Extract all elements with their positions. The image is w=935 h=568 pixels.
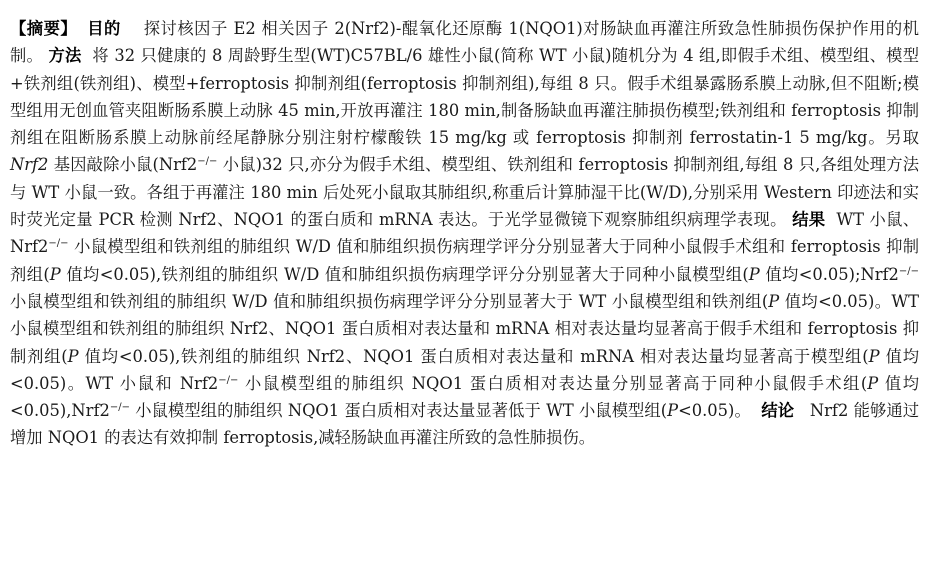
- methods-gene-symbol: Nrf2: [10, 155, 49, 175]
- methods-label: 方法: [48, 46, 82, 66]
- results-text-10: 值均<0.05),Nrf2: [10, 373, 919, 421]
- results-text-5: 小鼠模型组和铁剂组的肺组织 W/D 值和肺组织损伤病理学评分分别显著大于 WT 小鼠模型组和铁剂组(: [10, 291, 769, 311]
- results-knockout-sup-1: −/−: [48, 238, 69, 250]
- results-knockout-sup-4: −/−: [109, 402, 130, 414]
- results-p-value-2: P: [748, 264, 760, 284]
- results-text-7: 值均<0.05),铁剂组的肺组织 Nrf2、NQO1 蛋白质相对表达量和 mRNA 相对表达量均显著高于模型组(: [78, 346, 869, 366]
- conclusion-text: Nrf2 能够通过增加 NQO1 的表达有效抑制 ferroptosis,减轻肠缺血再灌注所致的急性肺损伤。: [10, 401, 919, 448]
- methods-text-2: 基因敲除小鼠(Nrf2: [48, 155, 198, 175]
- results-text-4: 值均<0.05);Nrf2: [759, 264, 899, 284]
- methods-knockout-sup: −/−: [197, 156, 218, 168]
- results-text-3: 值均<0.05),铁剂组的肺组织 W/D 值和肺组织损伤病理学评分分别显著大于同种小鼠模型组(: [60, 264, 749, 284]
- results-knockout-sup-2: −/−: [898, 265, 920, 277]
- results-text-6: 值均<0.05)。WT 小鼠模型组和铁剂组的肺组织 Nrf2、NQO1 蛋白质相对表达量和 mRNA 相对表达量均显著高于假手术组和 ferroptosis 抑制剂组(: [10, 291, 919, 366]
- conclusion-label: 结论: [761, 401, 795, 421]
- results-p-value-4: P: [67, 346, 79, 366]
- results-p-value-5: P: [868, 346, 880, 366]
- results-knockout-sup-3: −/−: [218, 374, 239, 386]
- results-p-value-1: P: [49, 264, 61, 284]
- results-text-12: <0.05)。: [678, 401, 751, 421]
- results-text-8: 值均<0.05)。WT 小鼠和 Nrf2: [10, 346, 919, 393]
- results-text-11: 小鼠模型组的肺组织 NQO1 蛋白质相对表达量显著低于 WT 小鼠模型组(: [129, 401, 668, 421]
- results-text-9: 小鼠模型组的肺组织 NQO1 蛋白质相对表达量分别显著高于同种小鼠假手术组(: [238, 373, 868, 393]
- results-p-value-3: P: [768, 291, 780, 311]
- results-text-2: 小鼠模型组和铁剂组的肺组织 W/D 值和肺组织损伤病理学评分分别显著大于同种小鼠假手术组和 ferroptosis 抑制剂组(: [10, 237, 919, 284]
- results-p-value-6: P: [867, 373, 879, 393]
- results-p-value-7: P: [667, 401, 679, 421]
- objective-text: 探讨核因子 E2 相关因子 2(Nrf2)-醌氧化还原酶 1(NQO1)对肠缺血再灌注所致急性肺损伤保护作用的机制。: [10, 19, 919, 66]
- abstract-paragraph: [10, 15, 919, 452]
- methods-text-3: 小鼠)32 只,亦分为假手术组、模型组、铁剂组和 ferroptosis 抑制剂组,每组 8 只,各组处理方法与 WT 小鼠一致。各组于再灌注 180 min 后处死小鼠取其肺组织,称重后计算肺湿干比(W/D),分别采用 Western 印迹法和实时荧光定量 PCR 检测 Nrf2、NQO1 的蛋白质和 mRNA 表达。于光学显微镜下观察肺组织病理学表现。: [10, 155, 919, 230]
- results-label: 结果: [792, 210, 826, 230]
- abstract-heading: 【摘要】: [10, 19, 78, 38]
- methods-text-1: 将 32 只健康的 8 周龄野生型(WT)C57BL/6 雄性小鼠(简称 WT 小鼠)随机分为 4 组,即假手术组、模型组、模型+铁剂组(铁剂组)、模型+ferroptosis 抑制剂组(ferroptosis 抑制剂组),每组 8 只。假手术组暴露肠系膜上动脉,但不阻断;模型组用无创血管夹阻断肠系膜上动脉 45 min,开放再灌注 180 min,制备肠缺血再灌注肺损伤模型;铁剂组和 ferroptosis 抑制剂组在阻断肠系膜上动脉前经尾静脉分别注射柠檬酸铁 15 mg/kg 或 ferroptosis 抑制剂 ferrostatin-1 5 mg/kg。另取: [10, 46, 919, 148]
- objective-label: 目的: [87, 19, 121, 38]
- results-text-1: WT 小鼠、Nrf2: [10, 210, 919, 257]
